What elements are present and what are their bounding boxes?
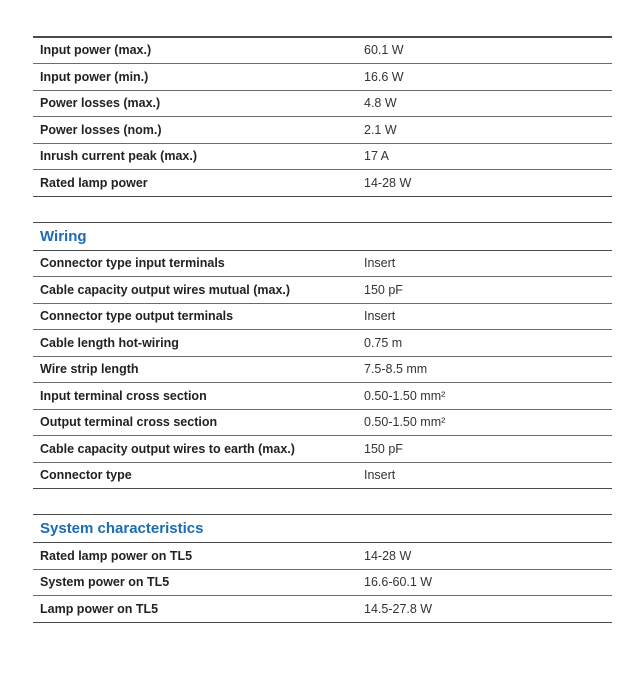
spec-value: 150 pF <box>364 282 403 297</box>
spec-value: 7.5-8.5 mm <box>364 362 428 377</box>
spec-label: Cable capacity output wires to earth (max.) <box>40 441 295 456</box>
wiring-heading: Wiring <box>40 227 87 245</box>
spec-value: 4.8 W <box>364 96 397 111</box>
spec-value: Insert <box>364 256 396 271</box>
spec-row <box>33 304 612 331</box>
system-heading: System characteristics <box>40 520 204 537</box>
spec-label: Connector type input terminals <box>40 256 225 271</box>
spec-row <box>33 410 612 437</box>
spec-label: Input power (max.) <box>40 43 152 58</box>
spec-value: Insert <box>364 468 396 483</box>
spec-sheet <box>33 36 612 623</box>
spec-row <box>33 64 612 91</box>
spec-label: Connector type <box>40 468 132 483</box>
spec-row <box>33 170 612 197</box>
spec-value: 14.5-27.8 W <box>364 601 433 616</box>
spec-row <box>33 38 612 65</box>
spec-label: Cable capacity output wires mutual (max.) <box>40 282 291 297</box>
spec-label: Wire strip length <box>40 362 139 377</box>
spec-row <box>33 570 612 597</box>
spec-label: Power losses (max.) <box>40 96 161 111</box>
spec-label: Output terminal cross section <box>40 415 218 430</box>
spec-value: 16.6 W <box>364 69 404 84</box>
spec-label: Rated lamp power on TL5 <box>40 548 193 563</box>
spec-value: 2.1 W <box>364 122 397 137</box>
spec-label: Inrush current peak (max.) <box>40 149 197 164</box>
spec-row <box>33 117 612 144</box>
spec-value: 14-28 W <box>364 548 412 563</box>
spec-label: Connector type output terminals <box>40 309 234 324</box>
spec-value: 16.6-60.1 W <box>364 575 433 590</box>
spec-label: Lamp power on TL5 <box>40 601 159 616</box>
spec-row <box>33 436 612 463</box>
spec-row <box>33 463 612 490</box>
spec-row <box>33 330 612 357</box>
spec-value: 0.75 m <box>364 335 403 350</box>
system-table <box>33 515 612 623</box>
spec-row <box>33 251 612 278</box>
spec-row <box>33 357 612 384</box>
spec-label: Power losses (nom.) <box>40 122 162 137</box>
spec-row <box>33 543 612 570</box>
spec-row <box>33 144 612 171</box>
section-title <box>33 223 612 251</box>
spec-label: Cable length hot-wiring <box>40 335 179 350</box>
spec-value: 0.50-1.50 mm² <box>364 388 446 403</box>
spec-label: System power on TL5 <box>40 575 170 590</box>
spec-value: Insert <box>364 309 396 324</box>
spec-label: Rated lamp power <box>40 175 148 190</box>
wiring-table <box>33 223 612 490</box>
spec-value: 150 pF <box>364 441 403 456</box>
section-title <box>33 515 612 543</box>
spec-value: 60.1 W <box>364 43 404 58</box>
spec-value: 14-28 W <box>364 175 412 190</box>
spec-row <box>33 277 612 304</box>
section-gap <box>33 197 612 223</box>
spec-value: 0.50-1.50 mm² <box>364 415 446 430</box>
spec-label: Input terminal cross section <box>40 388 207 403</box>
power-table <box>33 38 612 197</box>
spec-value: 17 A <box>364 149 390 164</box>
spec-row <box>33 383 612 410</box>
spec-row <box>33 596 612 623</box>
spec-label: Input power (min.) <box>40 69 149 84</box>
spec-row <box>33 91 612 118</box>
section-gap <box>33 489 612 515</box>
